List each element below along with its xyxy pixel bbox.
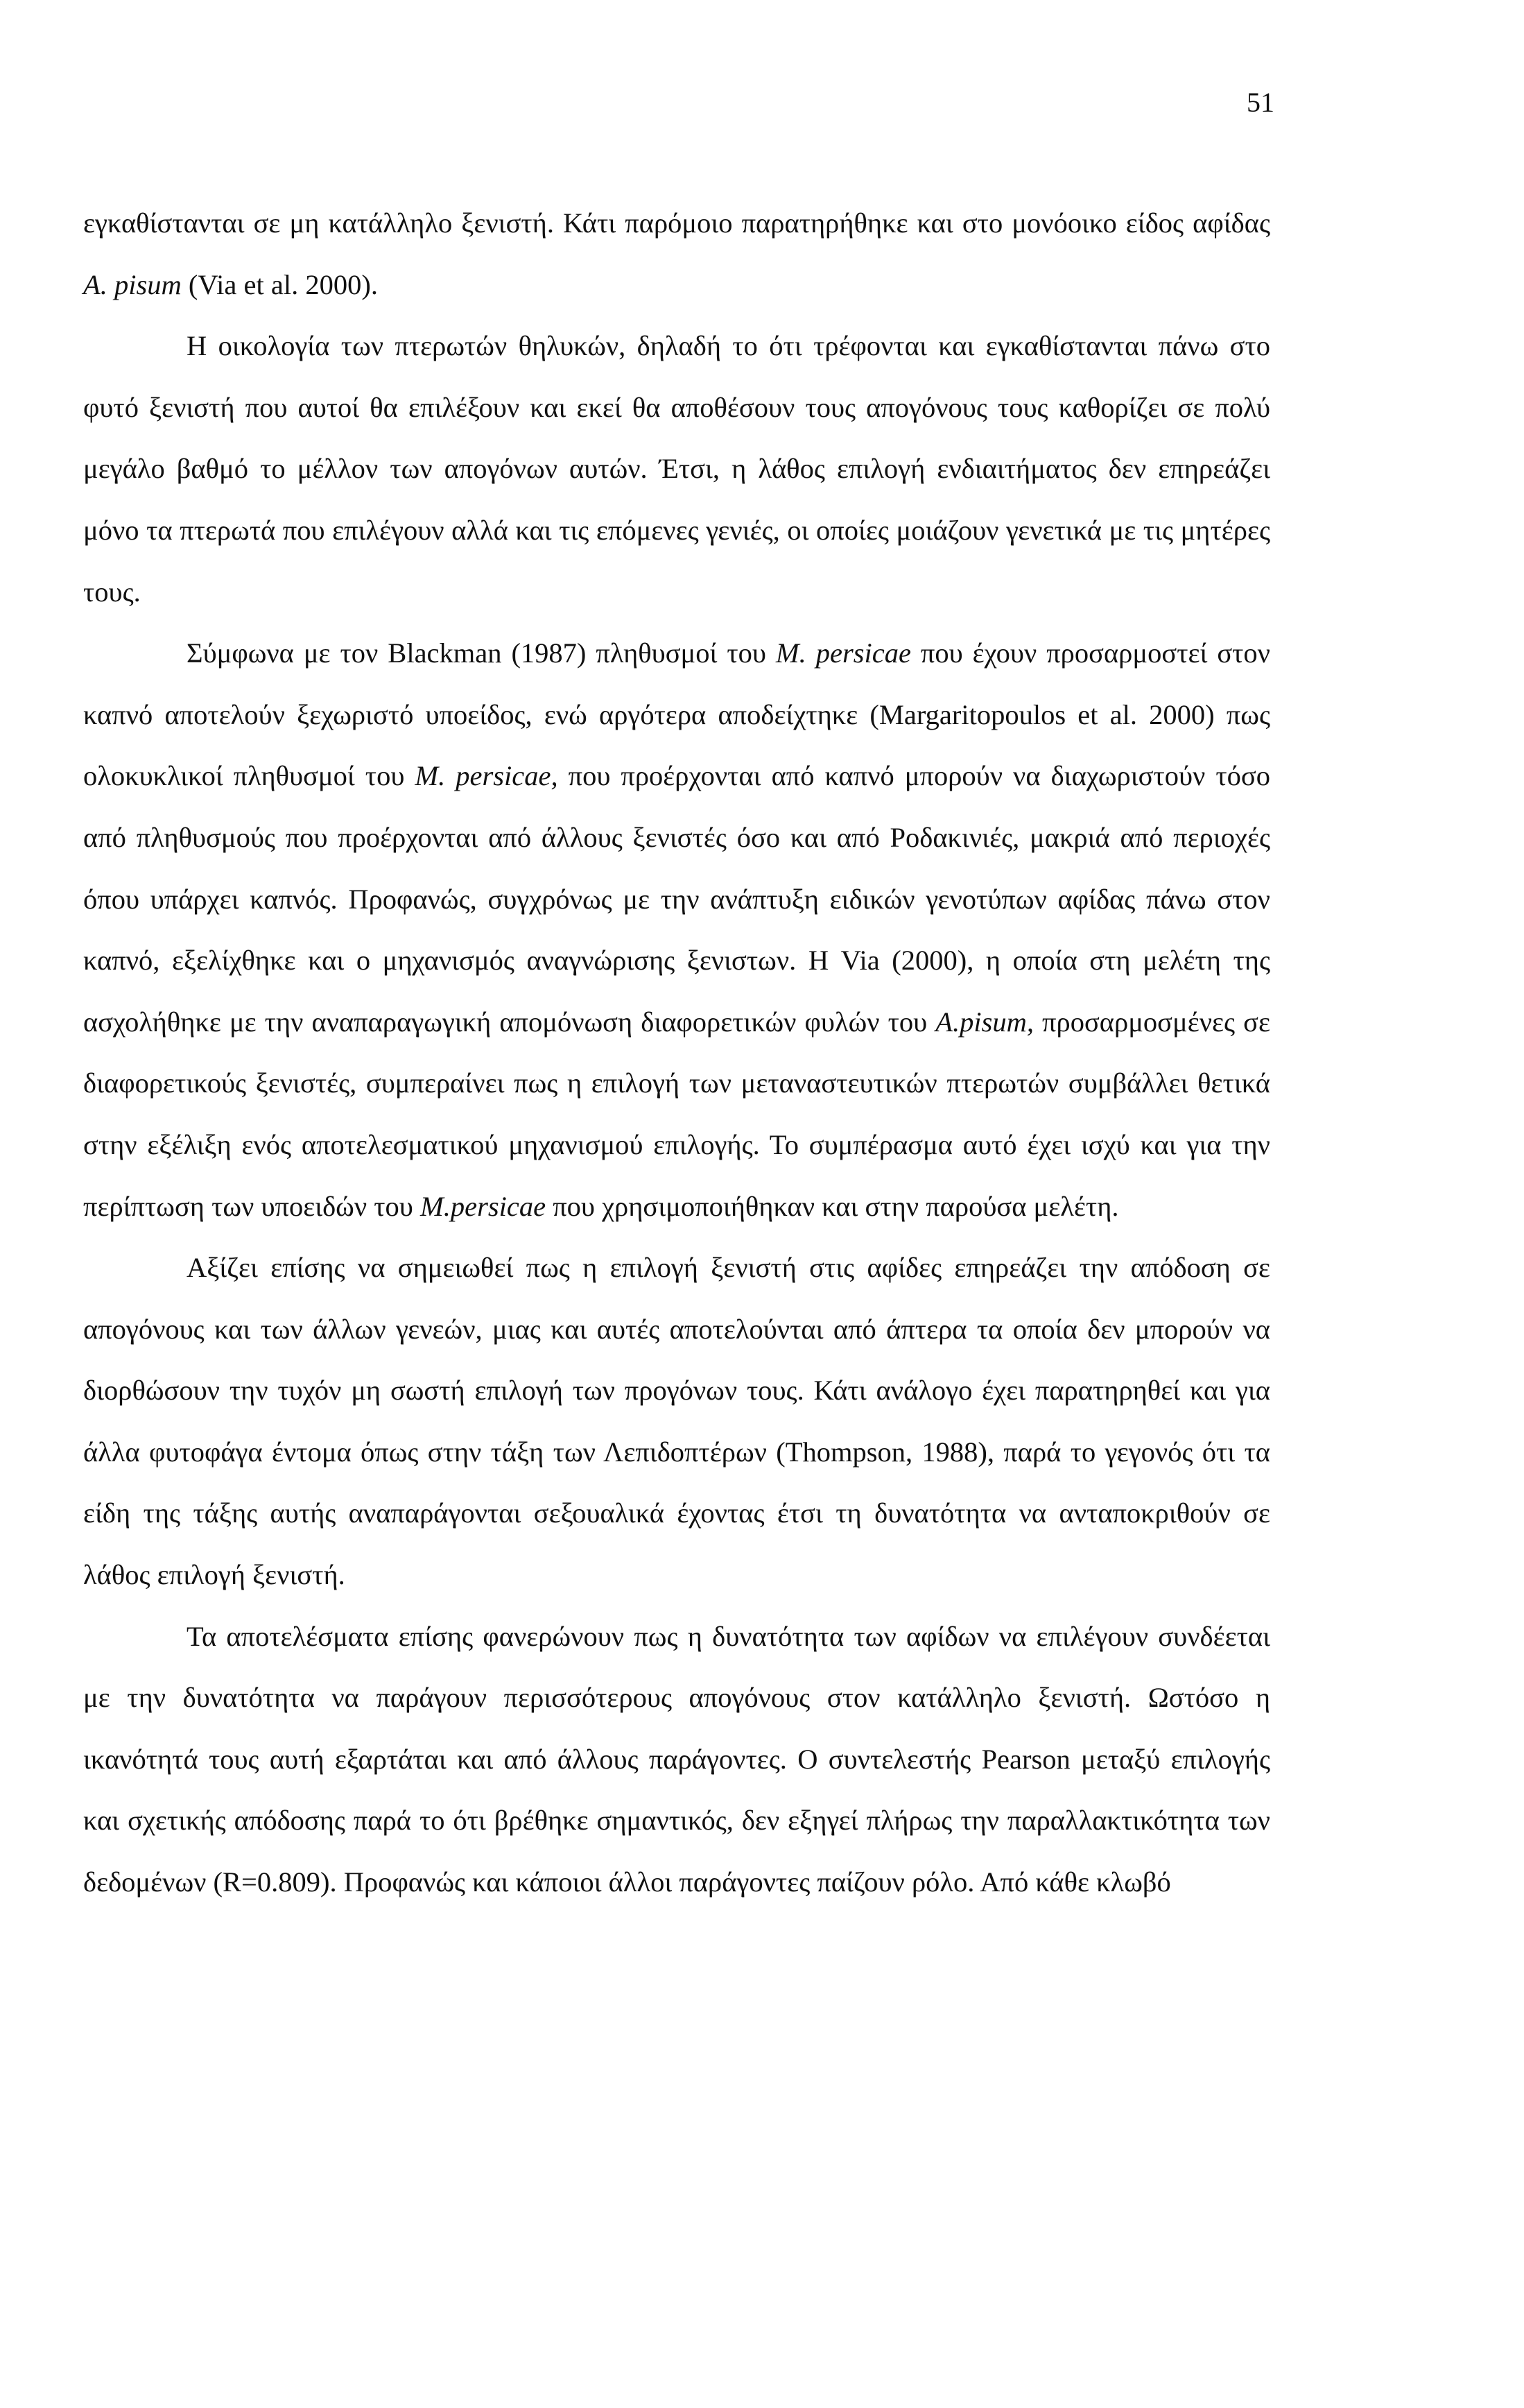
paragraph: [83, 193, 1270, 316]
paragraph: [83, 316, 1270, 623]
text-run: Η οικολογία των πτερωτών θηλυκών, δηλαδή το ότι τρέφονται και εγκαθίστανται πάνω στο φυτό ξενιστή που αυτοί θα επιλέξουν και εκεί θα αποθέσουν τους απογόνους τους καθορίζει σε πολύ μεγάλο βαθμό το μέλλον των απογόνων αυτών. Έτσι, η λάθος επιλογή ενδιαιτήματος δεν επηρεάζει μόνο τα πτερωτά που επιλέγουν αλλά και τις επόμενες γενιές, οι οποίες μοιάζουν γενετικά με τις μητέρες τους.: [83, 330, 1270, 608]
text-run: που έχουν προσαρμοστεί στον καπνό αποτελούν ξεχωριστό υποείδος, ενώ αργότερα αποδείχτηκε (Margaritopoulos et al. 2000) πως ολοκυκλικοί πληθυσμοί του: [83, 637, 1270, 792]
italic-species-name: M. persicae,: [415, 760, 558, 792]
paragraph: [83, 623, 1270, 1237]
paragraph: [83, 1606, 1270, 1914]
italic-species-name: M.persicae: [419, 1190, 546, 1222]
italic-species-name: A. pisum: [83, 268, 182, 300]
text-run: (Via et al. 2000).: [181, 268, 378, 300]
text-run: που προέρχονται από καπνό μπορούν να διαχωριστούν τόσο από πληθυσμούς που προέρχονται από άλλους ξενιστές όσο και από Ροδακινιές, μακριά από περιοχές όπου υπάρχει καπνός. Προφανώς, συγχρόνως με την ανάπτυξη ειδικών γενοτύπων αφίδας πάνω στον καπνό, εξελίχθηκε και ο μηχανισμός αναγνώρισης ξενιστων. Η Via (2000), η οποία στη μελέτη της ασχολήθηκε με την αναπαραγωγική απομόνωση διαφορετικών φυλών του: [83, 760, 1270, 1038]
body-text: [83, 193, 1270, 1914]
italic-species-name: M. persicae: [775, 637, 911, 669]
text-run: Αξίζει επίσης να σημειωθεί πως η επιλογή ξενιστή στις αφίδες επηρεάζει την απόδοση σε απογόνους και των άλλων γενεών, μιας και αυτές αποτελούνται από άπτερα τα οποία δεν μπορούν να διορθώσουν την τυχόν μη σωστή επιλογή των προγόνων τους. Κάτι ανάλογο έχει παρατηρηθεί και για άλλα φυτοφάγα έντομα όπως στην τάξη των Λεπιδοπτέρων (Thompson, 1988), παρά το γεγονός ότι τα είδη της τάξης αυτής αναπαράγονται σεξουαλικά έχοντας έτσι τη δυνατότητα να ανταποκριθούν σε λάθος επιλογή ξενιστή.: [83, 1252, 1270, 1591]
page-number: 51: [1247, 87, 1274, 118]
text-run: Σύμφωνα με τον Blackman (1987) πληθυσμοί του: [187, 637, 776, 669]
text-run: προσαρμοσμένες σε διαφορετικούς ξενιστές, συμπεραίνει πως η επιλογή των μεταναστευτικών πτερωτών συμβάλλει θετικά στην εξέλιξη ενός αποτελεσματικού μηχανισμού επιλογής. Το συμπέρασμα αυτό έχει ισχύ και για την περίπτωση των υποειδών του: [83, 1006, 1270, 1222]
paragraph: [83, 1237, 1270, 1606]
text-run: που χρησιμοποιήθηκαν και στην παρούσα μελέτη.: [546, 1190, 1119, 1222]
text-run: εγκαθίστανται σε μη κατάλληλο ξενιστή. Κάτι παρόμοιο παρατηρήθηκε και στο μονόοικο είδος αφίδας: [83, 207, 1270, 239]
italic-species-name: A.pisum,: [935, 1006, 1034, 1038]
text-run: Τα αποτελέσματα επίσης φανερώνουν πως η δυνατότητα των αφίδων να επιλέγουν συνδέεται με την δυνατότητα να παράγουν περισσότερους απογόνους στον κατάλληλο ξενιστή. Ωστόσο η ικανότητά τους αυτή εξαρτάται και από άλλους παράγοντες. Ο συντελεστής Pearson μεταξύ επιλογής και σχετικής απόδοσης παρά το ότι βρέθηκε σημαντικός, δεν εξηγεί πλήρως την παραλλακτικότητα των δεδομένων (R=0.809). Προφανώς και κάποιοι άλλοι παράγοντες παίζουν ρόλο. Από κάθε κλωβό: [83, 1620, 1270, 1898]
